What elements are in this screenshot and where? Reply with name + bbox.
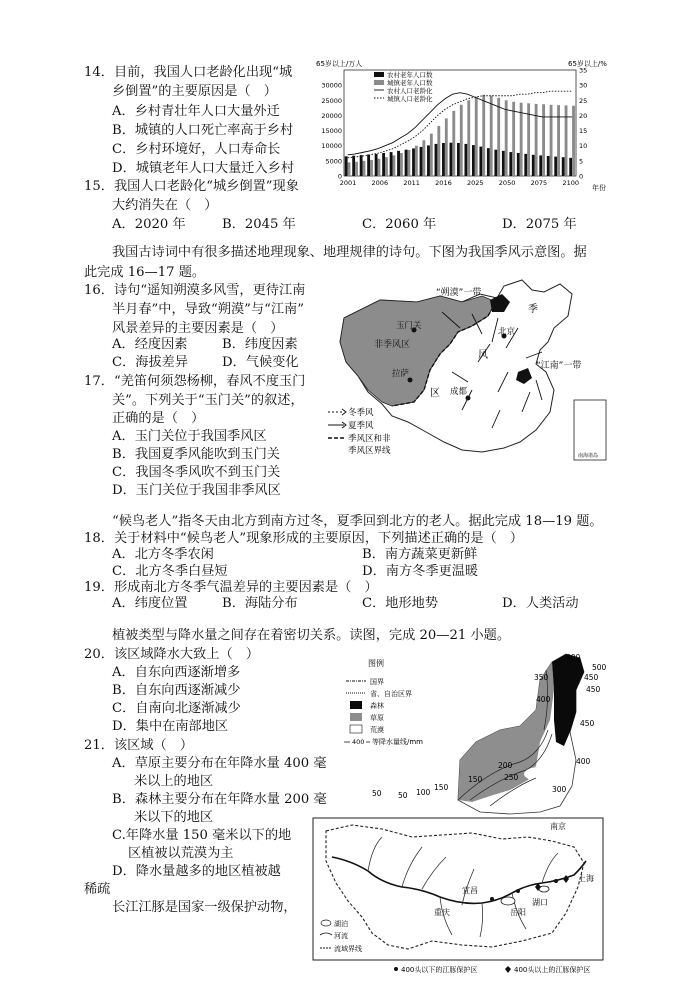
city-yichang: 宜昌 — [462, 886, 478, 895]
q21-option-d-line2: 稀疏 — [84, 882, 111, 897]
river-map-frame — [313, 818, 603, 960]
bar-urban-elderly — [363, 161, 366, 176]
q19-option-a: A．纬度位置 — [112, 596, 188, 611]
bar-rural-elderly — [435, 144, 438, 176]
isoline-50-b: 50 — [372, 789, 382, 798]
isoline-300: 300 — [552, 785, 567, 794]
y-right-tick: 35 — [579, 66, 588, 75]
x-tick-label: 2050 — [498, 179, 516, 187]
lake-dongting — [501, 897, 515, 905]
vegetation-map — [340, 650, 606, 820]
bar-rural-elderly — [450, 143, 453, 176]
bar-rural-elderly — [420, 147, 423, 176]
isoline-450-a: 450 — [584, 673, 599, 682]
bar-rural-elderly — [427, 145, 430, 176]
legend-grassland: 草原 — [370, 714, 384, 722]
bar-rural-elderly — [562, 157, 565, 176]
q20-line1: 20．该区域降水大致上（ ） — [84, 647, 260, 662]
bar-urban-elderly — [550, 105, 553, 176]
q14-line2: 乡倒置”的主要原因是（ ） — [112, 84, 277, 99]
y-right-tick: 10 — [579, 142, 588, 151]
bar-rural-elderly — [532, 155, 535, 176]
veg-forest — [552, 654, 584, 746]
q19-option-c: C．地形地势 — [362, 596, 439, 611]
isoline-400-right: 400 — [576, 757, 591, 766]
legend-label: 农村人口老龄化 — [387, 87, 433, 95]
q14-line1: 14．目前，我国人口老龄化出现“城 — [84, 65, 293, 80]
bar-rural-elderly — [547, 156, 550, 176]
legend-winter: 冬季风 — [348, 408, 374, 418]
bird-intro: “候鸟老人”指冬天由北方到南方过冬，夏季回到北方的老人。据此完成 18—19 题。 — [112, 514, 603, 529]
bar-urban-elderly — [520, 103, 523, 176]
q19-option-d: D．人类活动 — [502, 596, 579, 611]
isoline-400-mid: 400 — [536, 695, 551, 704]
y-left-tick: 25000 — [321, 96, 342, 105]
bar-rural-elderly — [442, 143, 445, 176]
monsoon-legend — [328, 407, 391, 456]
label-chengdu: 成都 — [450, 387, 468, 397]
q14-option-c: C．乡村环境好，人口寿命长 — [112, 142, 281, 157]
label-yumenguan: 玉门关 — [396, 321, 422, 331]
q18-option-c: C．北方冬季白昼短 — [112, 564, 228, 579]
south-china-sea-inset — [574, 400, 606, 460]
bar-rural-elderly — [412, 148, 415, 176]
bar-urban-elderly — [535, 104, 538, 176]
y-left-tick: 10000 — [321, 142, 342, 151]
yangtze-river-map — [312, 817, 606, 975]
legend-basin-boundary: 流域界线 — [334, 945, 362, 953]
q21-option-b-line2: 米以下的地区 — [134, 810, 214, 825]
bar-rural-elderly — [382, 153, 385, 176]
y-right-tick: 15 — [579, 127, 588, 136]
label-non-monsoon: 非季风区 — [374, 340, 411, 350]
aging-chart — [314, 58, 608, 198]
y-right-tick: 20 — [579, 111, 588, 120]
bar-urban-elderly — [452, 111, 455, 176]
legend-swatch-rural — [374, 72, 384, 77]
city-shanghai: 上海 — [578, 874, 594, 883]
bar-rural-elderly — [494, 150, 497, 176]
legend-province-border: 省、自治区界 — [370, 690, 412, 698]
veg-legend-title: 图例 — [368, 659, 384, 668]
bar-urban-elderly — [385, 157, 388, 176]
legend-large-reserve-icon — [505, 966, 511, 973]
legend-river: 河流 — [334, 932, 348, 940]
bar-urban-elderly — [445, 118, 448, 176]
y-right-tick: 30 — [579, 81, 588, 90]
label-qu: 区 — [430, 388, 440, 399]
bar-urban-elderly — [572, 106, 575, 176]
legend-label: 城镇老年人口数 — [387, 79, 433, 87]
veg-legend — [344, 677, 423, 746]
bar-urban-elderly — [422, 140, 425, 176]
legend-label: 城镇人口老龄化 — [387, 95, 433, 103]
y-left-tick: 20000 — [321, 111, 342, 120]
q15-option-b: B．2045 年 — [222, 217, 296, 232]
bar-rural-elderly — [472, 145, 475, 176]
y-right-tick: 0 — [579, 172, 584, 181]
label-beijing: 北京 — [498, 327, 516, 337]
q21-option-c-line1: C.年降水量 150 毫米以下的地 — [112, 828, 292, 843]
q21-option-c-line2: 区植被以荒漠为主 — [128, 846, 234, 861]
chart-plot — [321, 67, 587, 188]
q18-option-a: A．北方冬季农闲 — [112, 547, 214, 562]
x-tick-label: 2075 — [530, 179, 548, 187]
legend-lake: 湖泊 — [334, 920, 348, 928]
isoline-150-a: 150 — [468, 775, 483, 784]
y-right-tick: 25 — [579, 96, 588, 105]
bar-rural-elderly — [352, 156, 355, 176]
isoline-500: 500 — [592, 663, 606, 672]
q16-option-d: D．气候变化 — [222, 355, 299, 370]
bar-rural-elderly — [457, 143, 460, 176]
bar-urban-elderly — [497, 98, 500, 176]
bar-rural-elderly — [487, 148, 490, 176]
q19-option-b: B．海陆分布 — [222, 596, 298, 611]
bar-rural-elderly — [367, 154, 370, 176]
bar-urban-elderly — [490, 96, 493, 176]
bar-urban-elderly — [415, 146, 418, 176]
q17-option-a: A．玉门关位于我国季风区 — [112, 429, 267, 444]
bar-urban-elderly — [460, 105, 463, 176]
x-tick-label: 2006 — [371, 179, 389, 187]
city-nanjing: 南京 — [550, 822, 566, 831]
q15-option-d: D．2075 年 — [502, 217, 577, 232]
legend-national-border: 国界 — [370, 678, 384, 686]
q18-option-d: D．南方冬季更温暖 — [362, 564, 479, 579]
isoline-350: 350 — [534, 673, 549, 682]
q20-option-c: C．自南向北逐渐减少 — [112, 701, 241, 716]
isoline-450-b: 450 — [586, 685, 601, 694]
legend-desert: 荒漠 — [370, 726, 384, 734]
bar-urban-elderly — [482, 95, 485, 176]
y-left-tick: 15000 — [321, 127, 342, 136]
q18-option-b: B．南方蔬菜更新鲜 — [362, 547, 478, 562]
q16-option-c: C．海拔差异 — [112, 355, 189, 370]
q21-option-b-line1: B．森林主要分布在年降水量 200 毫 — [112, 792, 327, 807]
dolphin-intro: 长江江豚是国家一级保护动物， — [112, 900, 297, 915]
label-lasa: 拉萨 — [392, 369, 410, 379]
q15-line1: 15．我国人口老龄化“城乡倒置”现象 — [84, 179, 299, 194]
label-shuomo: “朔漠”一带 — [436, 288, 482, 298]
q17-line1: 17．“羌笛何须怨杨柳，春风不度玉门 — [84, 374, 306, 389]
x-tick-label: 2011 — [403, 179, 420, 187]
q16-option-a: A．经度因素 — [112, 337, 188, 352]
y-left-tick: 30000 — [321, 81, 342, 90]
q20-option-d: D．集中在南部地区 — [112, 719, 229, 734]
bar-urban-elderly — [392, 155, 395, 176]
legend-large-reserve: 400头以上的江豚保护区 — [514, 966, 591, 974]
bar-urban-elderly — [475, 97, 478, 176]
y-right-tick: 5 — [579, 157, 584, 166]
inset-label: 南海诸岛 — [578, 453, 599, 459]
city-chongqing: 重庆 — [434, 908, 450, 917]
bar-urban-elderly — [370, 160, 373, 176]
bar-rural-elderly — [569, 158, 572, 176]
bar-urban-elderly — [348, 162, 351, 176]
bar-urban-elderly — [407, 150, 410, 176]
city-hukou: 湖口 — [532, 898, 548, 907]
q17-option-d: D．玉门关位于我国非季风区 — [112, 483, 281, 498]
legend-isoline: 等降水量线/mm — [372, 738, 423, 746]
isoline-400-top: 400 — [566, 653, 581, 662]
bar-rural-elderly — [375, 154, 378, 176]
q14-option-a: A．乡村青壮年人口大量外迁 — [112, 104, 280, 119]
q15-option-c: C．2060 年 — [362, 217, 437, 232]
isoline-100: 100 — [416, 788, 431, 797]
x-tick-label: 2016 — [435, 179, 452, 187]
q14-option-d: D．城镇老年人口大量迁入乡村 — [112, 161, 295, 176]
q21-line1: 21．该区域（ ） — [84, 738, 194, 753]
veg-intro: 植被类型与降水量之间存在着密切关系。读图，完成 20—21 小题。 — [112, 628, 511, 643]
bar-rural-elderly — [397, 151, 400, 176]
legend-summer: 夏季风 — [348, 421, 374, 431]
q16-line3: 风景差异的主要因素是（ ） — [112, 321, 284, 336]
q21-option-d-line1: D．降水量越多的地区植被越 — [112, 864, 281, 879]
isoline-250: 250 — [504, 773, 519, 782]
q16-line1: 16．诗句“遥知朔漠多风雪，更待江南 — [84, 283, 306, 298]
legend-swatch-urban — [374, 80, 384, 85]
legend-label: 农村老年人口数 — [387, 71, 433, 79]
bar-urban-elderly — [565, 105, 568, 176]
q15-line2: 大约消失在（ ） — [112, 198, 218, 213]
q21-option-a-line1: A．草原主要分布在年降水量 400 毫 — [112, 756, 327, 771]
bar-rural-elderly — [464, 144, 467, 176]
q16-line2: 半月春”中，导致“朔漠”与“江南” — [112, 302, 304, 317]
q20-option-b: B．自东向西逐渐减少 — [112, 683, 241, 698]
q20-option-a: A．自东向西逐渐增多 — [112, 665, 241, 680]
bar-urban-elderly — [557, 105, 560, 176]
bar-urban-elderly — [512, 102, 515, 176]
q21-option-a-line2: 米以上的地区 — [134, 774, 214, 789]
legend-isoline-value: 400 — [352, 738, 365, 746]
label-ji: 季 — [528, 304, 538, 315]
isoline-150-b: 150 — [434, 783, 449, 792]
monsoon-intro-line2: 此完成 16—17 题。 — [84, 265, 206, 280]
bar-urban-elderly — [355, 162, 358, 176]
bar-rural-elderly — [390, 152, 393, 176]
label-feng: 风 — [478, 350, 488, 361]
isoline-200: 200 — [498, 761, 513, 770]
bar-rural-elderly — [479, 147, 482, 176]
bar-urban-elderly — [467, 100, 470, 176]
veg-desert-patch — [524, 767, 556, 781]
legend-small-reserve-icon — [394, 967, 398, 971]
isoline-50-a: 50 — [398, 791, 408, 800]
monsoon-map — [322, 272, 610, 468]
q19-line1: 19．形成南北方冬季气温差异的主要因素是（ ） — [84, 580, 378, 595]
bar-rural-elderly — [509, 152, 512, 176]
legend-boundary-line1: 季风区和非 — [348, 434, 391, 444]
q17-option-b: B．我国夏季风能吹到玉门关 — [112, 447, 280, 462]
q14-option-b: B．城镇的人口死亡率高于乡村 — [112, 123, 294, 138]
legend-small-reserve: 400头以下的江豚保护区 — [401, 966, 478, 974]
bar-rural-elderly — [502, 151, 505, 176]
x-tick-label: 2100 — [562, 179, 579, 187]
x-tick-label: 2001 — [339, 179, 357, 187]
bar-urban-elderly — [400, 153, 403, 176]
q16-option-b: B．纬度因素 — [222, 337, 298, 352]
monsoon-intro-line1: 我国古诗词中有很多描述地理现象、地理规律的诗句。下图为我国季风示意图。据 — [112, 245, 587, 260]
bar-rural-elderly — [554, 157, 557, 176]
q17-option-c: C．我国冬季风吹不到玉门关 — [112, 465, 281, 480]
bar-urban-elderly — [378, 159, 381, 176]
legend-boundary-line2: 季风区界线 — [348, 446, 391, 456]
bar-rural-elderly — [517, 153, 520, 176]
bar-urban-elderly — [505, 100, 508, 176]
bar-rural-elderly — [539, 155, 542, 176]
bar-rural-elderly — [345, 156, 348, 176]
bar-urban-elderly — [437, 126, 440, 176]
bar-urban-elderly — [430, 134, 433, 176]
q17-line3: 正确的是（ ） — [112, 411, 205, 426]
city-yueyang: 岳阳 — [510, 908, 526, 917]
label-jiangnan: “江南”一带 — [536, 361, 582, 371]
q17-line2: 关”。下列关于“玉门关”的叙述， — [112, 393, 304, 408]
x-tick-label: 2025 — [466, 179, 484, 187]
y-left-tick: 0 — [337, 172, 342, 181]
x-suffix-label: 年份 — [592, 184, 606, 192]
legend-forest: 森林 — [370, 702, 384, 710]
y-left-label: 65岁以上/万人 — [316, 60, 363, 68]
bar-urban-elderly — [542, 104, 545, 176]
bar-rural-elderly — [524, 154, 527, 176]
q15-option-a: A．2020 年 — [112, 217, 186, 232]
bar-rural-elderly — [360, 155, 363, 176]
y-right-label: 65岁以上/% — [568, 60, 607, 68]
isoline-450-c: 450 — [580, 719, 595, 728]
bar-rural-elderly — [405, 150, 408, 176]
y-left-tick: 5000 — [325, 157, 342, 166]
q18-line1: 18．关于材料中“候鸟老人”现象形成的主要原因，下列描述正确的是（ ） — [84, 531, 524, 546]
